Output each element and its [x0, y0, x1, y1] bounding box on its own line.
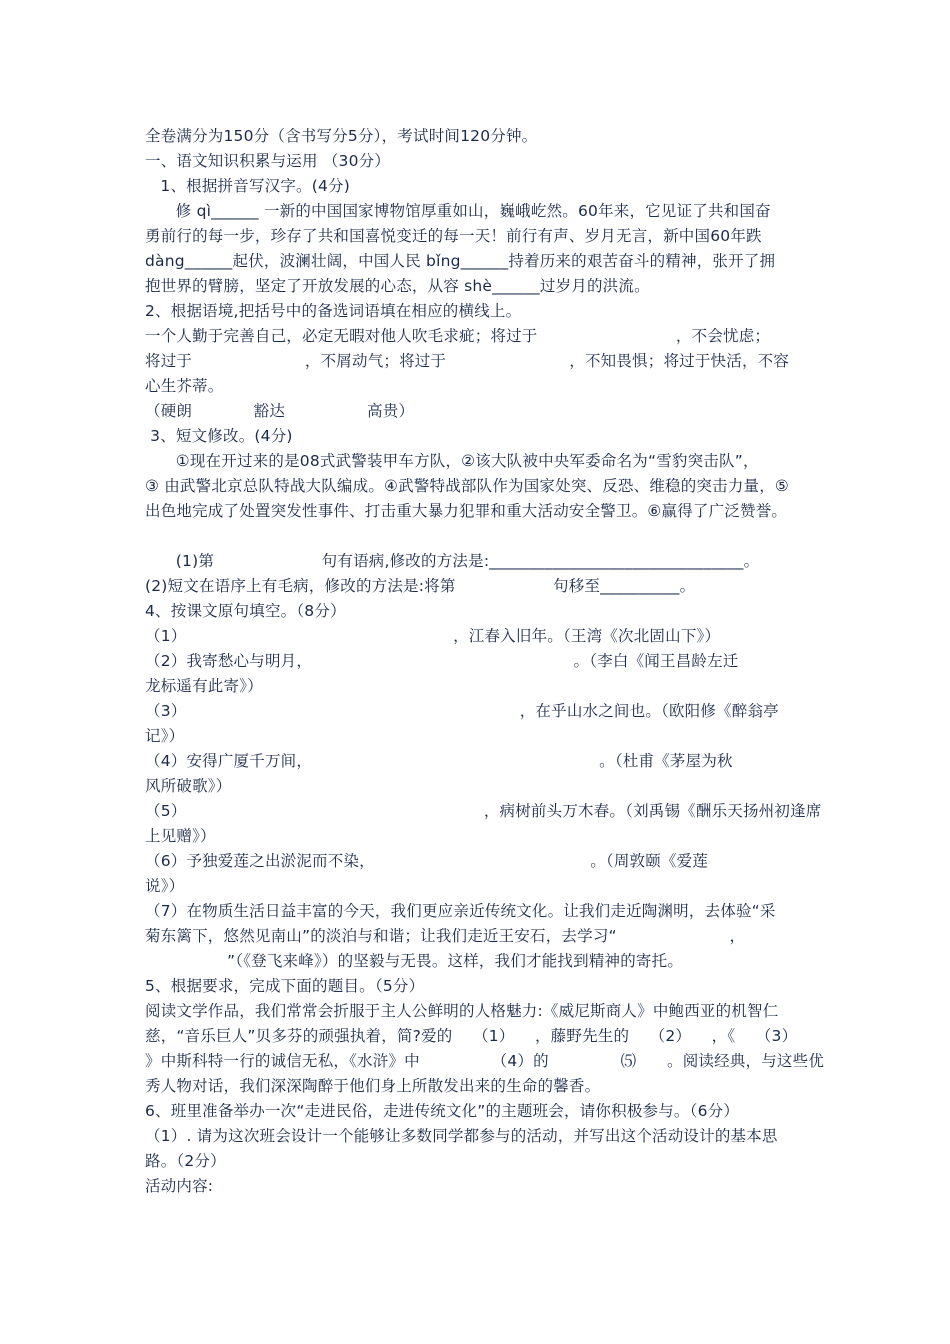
question-2-title: 2、根据语境,把括号中的备选词语填在相应的横线上。: [145, 302, 522, 320]
question-5-text: 慈，“音乐巨人”贝多芬的顽强执着，简?爱的 （1） ，藤野先生的 （2） ，《 （3）: [145, 1027, 798, 1045]
question-5-title: 5、根据要求，完成下面的题目。（5分）: [145, 977, 425, 995]
question-3-text: ③ 由武警北京总队特战大队编成。④武警特战部队作为国家处突、反恐、维稳的突击力量，⑤: [145, 477, 790, 495]
question-4-item: （1） ，江春入旧年。（王湾《次北固山下》）: [145, 627, 721, 645]
question-5-text: 秀人物对话，我们深深陶醉于他们身上所散发出来的生命的馨香。: [145, 1077, 601, 1095]
question-2-text: 心生芥蒂。: [145, 377, 224, 395]
question-4-item: （2）我寄愁心与明月， 。（李白《闻王昌龄左迁: [145, 652, 739, 670]
question-1-title: 1、根据拼音写汉字。(4分): [145, 177, 350, 195]
activity-content-label: 活动内容:: [145, 1177, 214, 1195]
question-6-sub-1: （1）. 请为这次班会设计一个能够让多数同学都参与的活动，并写出这个活动设计的基本思: [145, 1127, 778, 1145]
question-1-text: 修 qì______ 一新的中国国家博物馆厚重如山，巍峨屹然。60年来，它见证了共和国奋: [145, 202, 771, 220]
question-4-item: 记》）: [145, 727, 185, 745]
question-3-sub-1: (1)第 句有语病,修改的方法是:________________________________。: [145, 552, 760, 570]
question-5-text: 阅读文学作品，我们常常会折服于主人公鲜明的人格魅力:《威尼斯商人》中鲍西亚的机智仁: [145, 1002, 779, 1020]
question-4-item: 菊东篱下，悠然见南山”的淡泊与和谐；让我们走近王安石，去学习“ ，: [145, 927, 746, 945]
question-2-text: 一个人勤于完善自己，必定无暇对他人吹毛求疵；将过于 ，不会忧虑；: [145, 327, 771, 345]
question-3-title: 3、短文修改。(4分): [145, 427, 293, 445]
exam-intro: 全卷满分为150分（含书写分5分），考试时间120分钟。: [145, 127, 538, 145]
question-4-item: （7）在物质生活日益丰富的今天，我们更应亲近传统文化。让我们走近陶渊明，去体验“采: [145, 902, 776, 920]
section-heading: 一、语文知识积累与运用 （30分）: [145, 152, 391, 170]
question-3-text: ①现在开过来的是08式武警装甲车方队，②该大队被中央军委命名为“雪豹突击队”，: [145, 452, 759, 470]
question-4-title: 4、按课文原句填空。（8分）: [145, 602, 346, 620]
question-4-item: （6）予独爱莲之出淤泥而不染， 。（周敦颐《爱莲: [145, 852, 709, 870]
question-5-text: 》中斯科特一行的诚信无私，《水浒》中 （4）的 ⑸ 。阅读经典，与这些优: [145, 1052, 825, 1070]
question-1-text: dàng______起伏，波澜壮阔，中国人民 bǐng______持着历来的艰苦奋斗的精神，张开了拥: [145, 252, 776, 270]
question-3-text: 出色地完成了处置突发性事件、打击重大暴力犯罪和重大活动安全警卫。⑥赢得了广泛赞誉。: [145, 502, 788, 520]
question-4-item: （4）安得广厦千万间， 。（杜甫《茅屋为秋: [145, 752, 733, 770]
question-2-options: （硬朗 豁达 高贵）: [145, 402, 415, 420]
question-3-sub-2: (2)短文在语序上有毛病，修改的方法是:将第 句移至__________。: [145, 577, 696, 595]
question-4-item: 龙标遥有此寄》）: [145, 677, 263, 695]
question-6-title: 6、班里准备举办一次“走进民俗，走进传统文化”的主题班会，请你积极参与。（6分）: [145, 1102, 740, 1120]
question-4-item: （3） ，在乎山水之间也。（欧阳修《醉翁亭: [145, 702, 779, 720]
question-4-item: 风所破歌》）: [145, 777, 232, 795]
question-2-text: 将过于 ，不屑动气；将过于 ，不知畏惧；将过于快活，不容: [145, 352, 790, 370]
question-4-item: （5） ，病树前头万木春。（刘禹锡《酬乐天扬州初逢席: [145, 802, 822, 820]
question-4-item: 说》）: [145, 877, 185, 895]
question-6-sub-1: 路。（2分）: [145, 1152, 226, 1170]
question-4-item: 上见赠》）: [145, 827, 216, 845]
question-1-text: 抱世界的臂膀，坚定了开放发展的心态，从容 shè______过岁月的洪流。: [145, 277, 650, 295]
question-4-item: ”（《登飞来峰》）的坚毅与无畏。这样，我们才能找到精神的寄托。: [145, 952, 684, 970]
question-1-text: 勇前行的每一步，珍存了共和国喜悦变迁的每一天！前行有声、岁月无言，新中国60年跌: [145, 227, 762, 245]
